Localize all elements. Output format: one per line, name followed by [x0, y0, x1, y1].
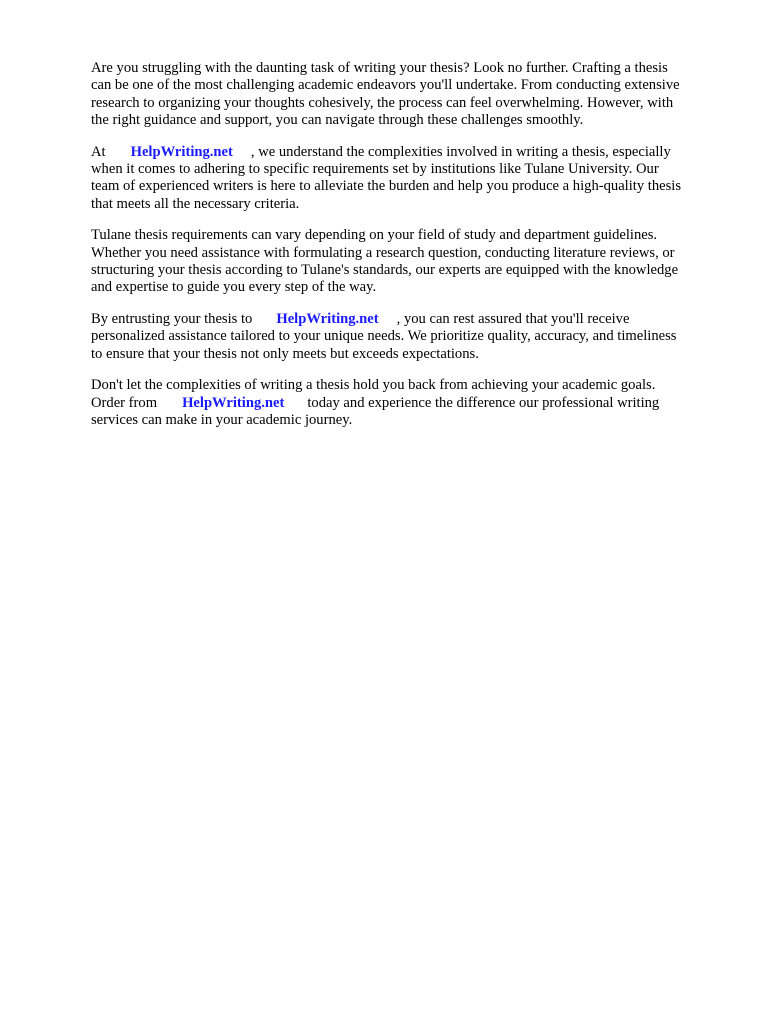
- text-line: Tulane thesis requirements can vary depending on your field of study and department guidelines.: [91, 227, 658, 244]
- requirements-paragraph: [91, 227, 731, 297]
- text-line: and expertise to guide you every step of the way.: [91, 279, 377, 296]
- closing-paragraph: [91, 377, 731, 429]
- text-line: [91, 144, 731, 161]
- text-line: [91, 311, 731, 328]
- paragraph-lead-text: At: [91, 143, 106, 160]
- helpwriting-link[interactable]: HelpWriting.net: [276, 310, 379, 327]
- text-line: services can make in your academic journey.: [91, 411, 353, 428]
- text-line: when it comes to adhering to specific requirements set by institutions like Tulane University. Our: [91, 161, 659, 178]
- text-line: the right guidance and support, you can navigate through these challenges smoothly.: [91, 112, 584, 129]
- intro-paragraph: [91, 60, 731, 130]
- service-paragraph: [91, 144, 731, 214]
- entrust-paragraph: [91, 311, 731, 363]
- text-line: structuring your thesis according to Tulane's standards, our experts are equipped with the knowledge: [91, 262, 679, 279]
- text-line: can be one of the most challenging academic endeavors you'll undertake. From conducting extensive: [91, 77, 680, 94]
- text-line: that meets all the necessary criteria.: [91, 195, 300, 212]
- paragraph-lead-text: By entrusting your thesis to: [91, 310, 253, 327]
- text-after-link: , we understand the complexities involved in writing a thesis, especially: [250, 143, 671, 160]
- text-line: [91, 395, 731, 412]
- helpwriting-link[interactable]: HelpWriting.net: [130, 143, 233, 160]
- text-line: Whether you need assistance with formulating a research question, conducting literature reviews, or: [91, 244, 675, 261]
- helpwriting-link[interactable]: HelpWriting.net: [182, 394, 285, 411]
- text-line: Don't let the complexities of writing a thesis hold you back from achieving your academic goals.: [91, 377, 656, 394]
- text-line: research to organizing your thoughts cohesively, the process can feel overwhelming. However, with: [91, 94, 674, 111]
- text-line: team of experienced writers is here to alleviate the burden and help you produce a high-quality thesis: [91, 178, 682, 195]
- text-after-link: today and experience the difference our professional writing: [307, 394, 660, 411]
- paragraph-lead-text: Order from: [91, 394, 158, 411]
- text-line: Are you struggling with the daunting task of writing your thesis? Look no further. Crafting a thesis: [91, 60, 668, 76]
- text-line: to ensure that your thesis not only meets but exceeds expectations.: [91, 345, 479, 362]
- document-body: [91, 60, 731, 443]
- text-after-link: , you can rest assured that you'll receive: [396, 310, 630, 327]
- text-line: personalized assistance tailored to your unique needs. We prioritize quality, accuracy, and timeliness: [91, 328, 677, 345]
